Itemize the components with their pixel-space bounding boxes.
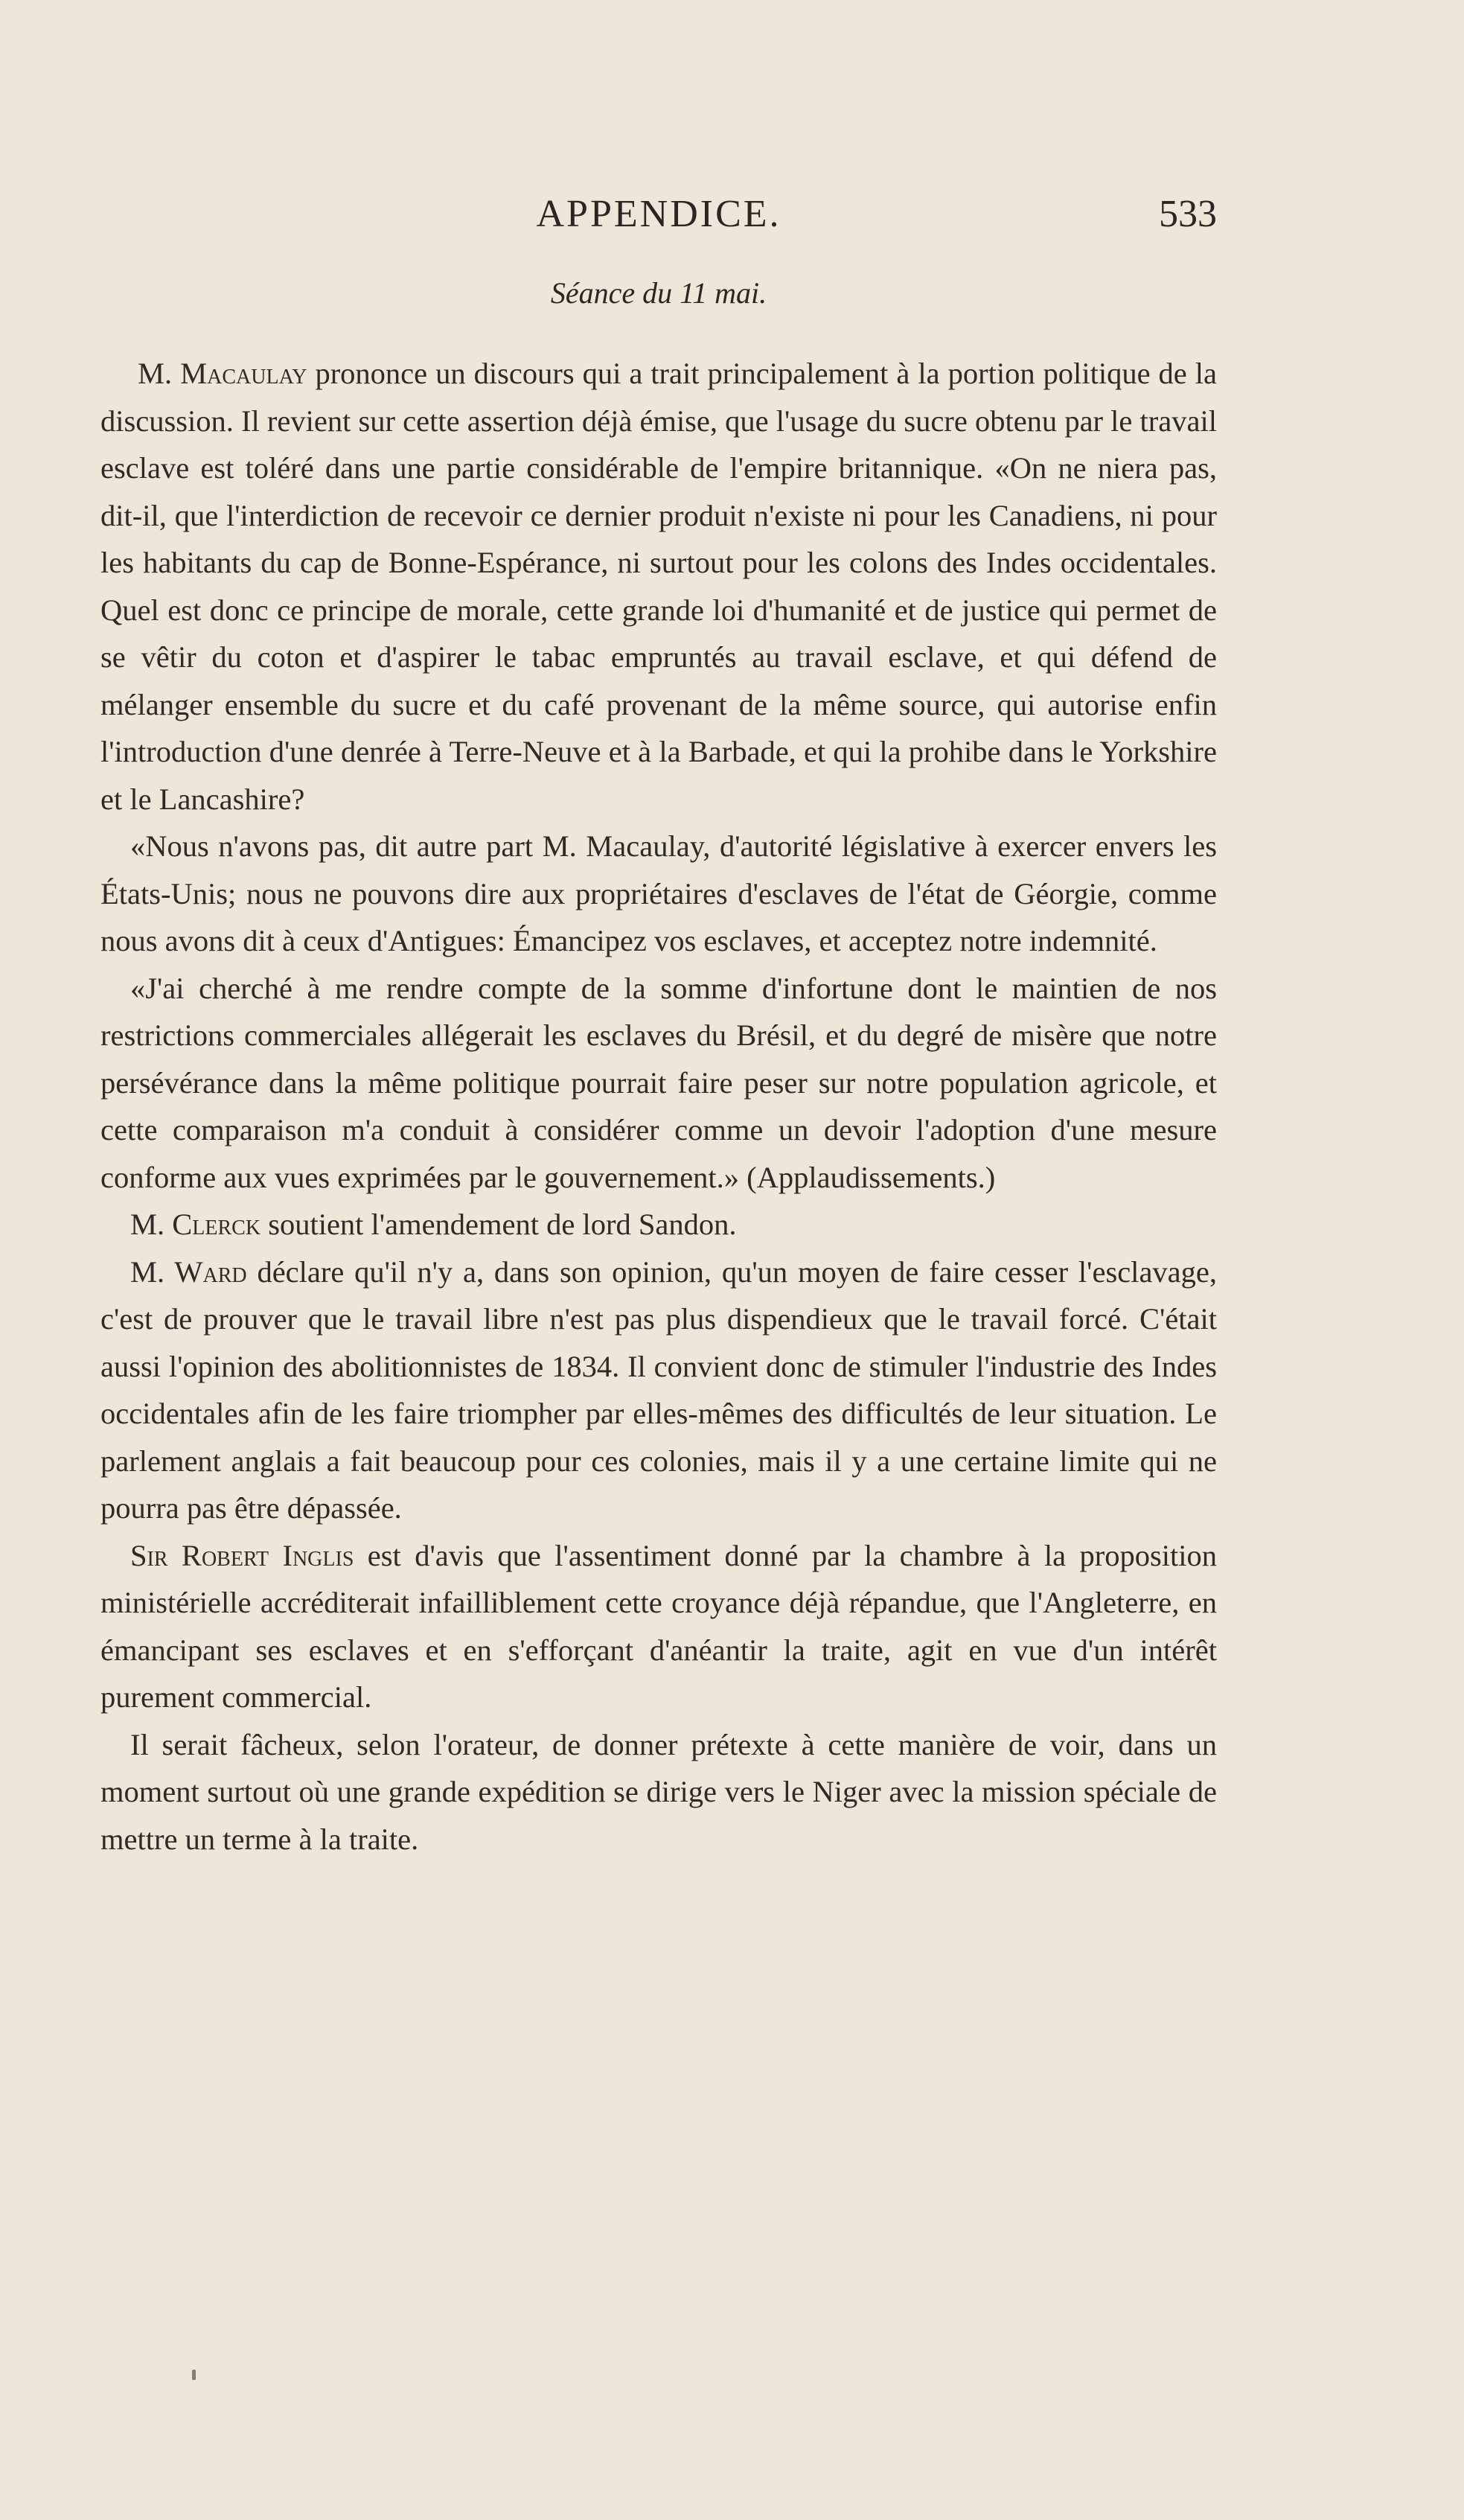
paragraph-text: déclare qu'il n'y a, dans son opinion, qu'un moyen de faire cesser l'esclavage, c'est de prouver que le travail libre n'est pas plus dispendieux que le travail forcé. C'était aussi l'opinion des abolitionnistes de 1834. Il convient donc de stimuler l'industrie des Indes occidentales afin de les faire triompher par elles-mêmes des difficultés de leur situation. Le parlement anglais a fait beaucoup pour ces colonies, mais il y a une certaine limite qui ne pourra pas être dépassée. bbox=[100, 1254, 1217, 1525]
paragraph-text: «J'ai cherché à me rendre compte de la somme d'infortune dont le maintien de nos restrictions commerciales allégerait les esclaves du Brésil, et du degré de misère que notre persévérance dans la même politique pourrait faire peser sur notre population agricole, et cette comparaison m'a conduit à considérer comme un devoir l'adoption d'une mesure conforme aux vues exprimées par le gouvernement.» (Applaudissements.) bbox=[100, 971, 1217, 1194]
paragraph-clerck bbox=[100, 1201, 1217, 1248]
running-title: APPENDICE. bbox=[536, 193, 781, 235]
paragraph-quote-1 bbox=[100, 823, 1217, 965]
page-header bbox=[100, 186, 1217, 246]
session-heading: Séance du 11 mai. bbox=[550, 276, 767, 310]
paragraph-text: prononce un discours qui a trait principalement à la portion politique de la discussion. Il revient sur cette assertion déjà émise, que l'usage du sucre obtenu par le travail esclave est toléré dans une partie considérable de l'empire britannique. «On ne niera pas, dit-il, que l'interdiction de recevoir ce dernier produit n'existe ni pour les Canadiens, ni pour les habitants du cap de Bonne-Espérance, ni surtout pour les colons des Indes occidentales. Quel est donc ce principe de morale, cette grande loi d'humanité et de justice qui permet de se vêtir du coton et d'aspirer le tabac empruntés au travail esclave, et qui défend de mélanger ensemble du sucre et du café provenant de la même source, qui autorise enfin l'introduction d'une denrée à Terre-Neuve et à la Barbade, et qui la prohibe dans le Yorkshire et le Lancashire? bbox=[100, 357, 1217, 816]
speaker-name: M. Clerck bbox=[130, 1208, 261, 1241]
speaker-name: M. Macaulay bbox=[138, 357, 307, 390]
paragraph-text: Il serait fâcheux, selon l'orateur, de donner prétexte à cette manière de voir, dans un moment surtout où une grande expédition se dirige vers le Niger avec la mission spéciale de mettre un terme à la traite. bbox=[100, 1727, 1217, 1856]
speaker-name: M. Ward bbox=[130, 1254, 247, 1289]
paragraph-conclusion bbox=[100, 1721, 1217, 1863]
paragraph-quote-2 bbox=[100, 965, 1217, 1202]
body-text bbox=[100, 350, 1217, 1863]
paragraph-ward bbox=[100, 1248, 1217, 1532]
paragraph-text: «Nous n'avons pas, dit autre part M. Macaulay, d'autorité législative à exercer envers les États-Unis; nous ne pouvons dire aux propriétaires d'esclaves de l'état de Géorgie, comme nous avons dit à ceux d'Antigues: Émancipez vos esclaves, et acceptez notre indemnité. bbox=[100, 829, 1217, 957]
paragraph-text: est d'avis que l'assentiment donné par la chambre à la proposition ministérielle accréditerait infailliblement cette croyance déjà répandue, que l'Angleterre, en émancipant ses esclaves et en s'efforçant d'anéantir la traite, agit en vue d'un intérêt purement commercial. bbox=[100, 1538, 1217, 1714]
ink-speck bbox=[192, 2370, 196, 2380]
page-number: 533 bbox=[1159, 193, 1217, 235]
speaker-name: Sir Robert Inglis bbox=[130, 1538, 354, 1572]
paragraph-text: soutient l'amendement de lord Sandon. bbox=[260, 1208, 737, 1241]
paragraph-macaulay bbox=[100, 350, 1217, 823]
paragraph-inglis bbox=[100, 1532, 1217, 1721]
